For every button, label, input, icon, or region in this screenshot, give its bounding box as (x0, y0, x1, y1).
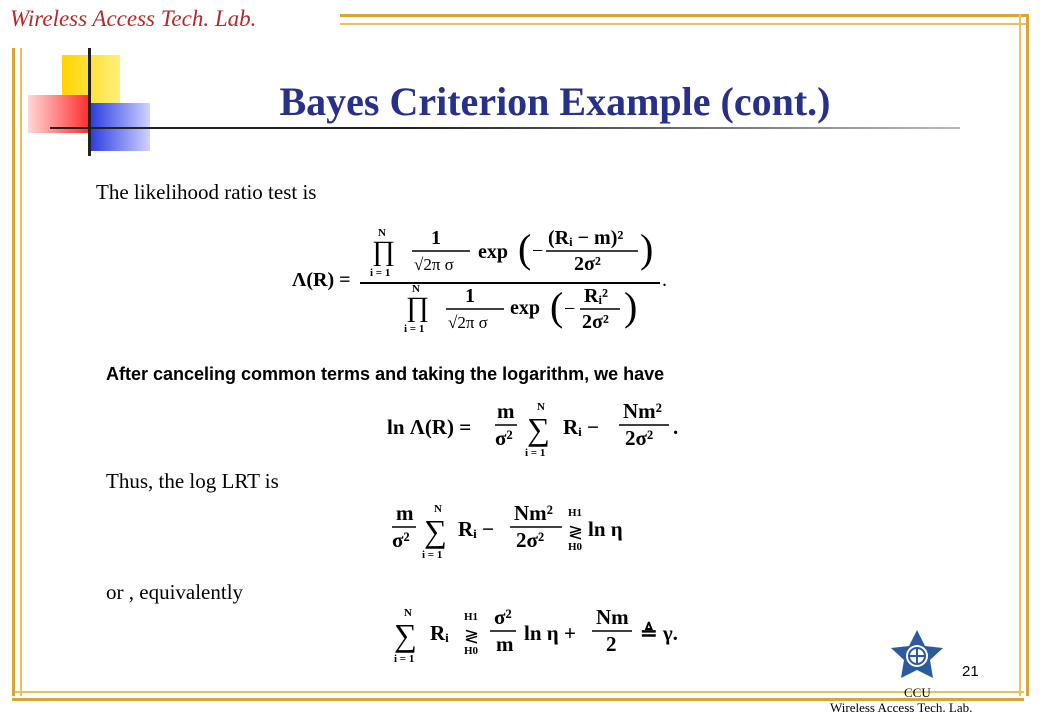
lrt-num-exp-bottom: 2σ² (574, 253, 601, 275)
eq-sum-lower: i = 1 (394, 653, 415, 665)
paren: ( (550, 284, 564, 329)
eq-h1: H1 (464, 611, 479, 623)
test-frac-bottom: σ² (392, 528, 410, 552)
product-symbol: ∏ (372, 236, 396, 267)
ccu-label: CCU (904, 685, 931, 700)
log-lrt-lhs: ln Λ(R) = (387, 415, 472, 439)
log-lrt-test-equation (388, 500, 648, 562)
minus: − (564, 298, 576, 320)
equivalently-text: or , equivalently (106, 580, 244, 604)
lrt-lhs: Λ(R) = (292, 269, 351, 291)
eq-term: Rᵢ (430, 621, 449, 645)
test-h0: H0 (568, 541, 583, 553)
slide-title: Bayes Criterion Example (cont.) (279, 79, 831, 124)
log-lrt-frac-bottom: σ² (495, 426, 513, 450)
comparison-symbol: ≷ (464, 626, 480, 646)
lrt-den-exp-bottom: 2σ² (582, 311, 609, 333)
paren: ( (518, 226, 532, 271)
lrt-num-frac-top: 1 (431, 227, 441, 249)
test-h1: H1 (568, 507, 583, 519)
test-sum-lower: i = 1 (422, 549, 443, 561)
log-lrt-frac2-top: Nm² (623, 399, 662, 423)
test-frac2-top: Nm² (514, 501, 553, 525)
equivalent-test-equation (390, 604, 710, 666)
frame-top-border (340, 14, 1028, 25)
sum-symbol: ∑ (527, 411, 550, 447)
log-lrt-sum-upper: N (537, 401, 545, 413)
log-lrt-sum-lower: i = 1 (525, 447, 546, 459)
period: . (673, 415, 679, 439)
lrt-num-prod-lower: i = 1 (370, 267, 391, 279)
period: . (662, 269, 667, 291)
log-lrt-frac2-bottom: 2σ² (625, 426, 654, 450)
frame-left-border (12, 48, 22, 696)
sum-symbol: ∑ (424, 513, 447, 549)
title-underline (50, 127, 960, 129)
log-lrt-equation (385, 398, 685, 460)
paren: ) (640, 226, 654, 271)
lrt-den-prod-lower: i = 1 (404, 323, 425, 335)
lab-name-header: Wireless Access Tech. Lab. (10, 6, 257, 31)
lrt-den-prod-upper: N (412, 283, 420, 295)
eq-frac-bottom: m (496, 632, 514, 656)
sum-symbol: ∑ (394, 617, 417, 653)
lrt-num-exp-top: (Rᵢ − m)² (548, 227, 624, 249)
page-number: 21 (962, 663, 979, 680)
eq-frac2-top: Nm (596, 605, 629, 629)
test-sum-upper: N (434, 503, 442, 515)
ccu-logo-icon (885, 628, 949, 686)
lrt-den-exp: exp (510, 297, 540, 319)
test-frac2-bottom: 2σ² (516, 528, 545, 552)
after-canceling-text: After canceling common terms and taking the logarithm, we have (106, 364, 665, 384)
paren: ) (624, 284, 638, 329)
eq-rhs: ≜ γ. (640, 621, 678, 645)
test-frac-top: m (396, 501, 414, 525)
comparison-symbol: ≷ (568, 522, 584, 542)
log-lrt-frac-top: m (497, 399, 515, 423)
lrt-den-exp-top: Rᵢ² (584, 285, 608, 307)
eq-h0: H0 (464, 645, 479, 657)
test-rhs: ln η (588, 517, 623, 541)
log-lrt-term: Rᵢ − (563, 415, 600, 439)
minus: − (532, 240, 544, 262)
test-term: Rᵢ − (458, 517, 495, 541)
product-symbol: ∏ (406, 292, 430, 323)
footer-lab-name: Wireless Access Tech. Lab. (830, 700, 973, 715)
lrt-num-frac-bottom: √2π σ (414, 255, 454, 274)
eq-mid: ln η + (524, 621, 576, 645)
lrt-equation (290, 222, 690, 340)
lrt-num-prod-upper: N (378, 227, 386, 239)
eq-frac-top: σ² (494, 605, 512, 629)
lrt-den-frac-top: 1 (465, 285, 475, 307)
thus-text: Thus, the log LRT is (106, 469, 279, 493)
intro-text: The likelihood ratio test is (96, 180, 317, 204)
eq-frac2-bottom: 2 (606, 632, 617, 656)
lrt-den-frac-bottom: √2π σ (448, 313, 488, 332)
eq-sum-upper: N (404, 607, 412, 619)
lrt-num-exp: exp (478, 241, 508, 263)
